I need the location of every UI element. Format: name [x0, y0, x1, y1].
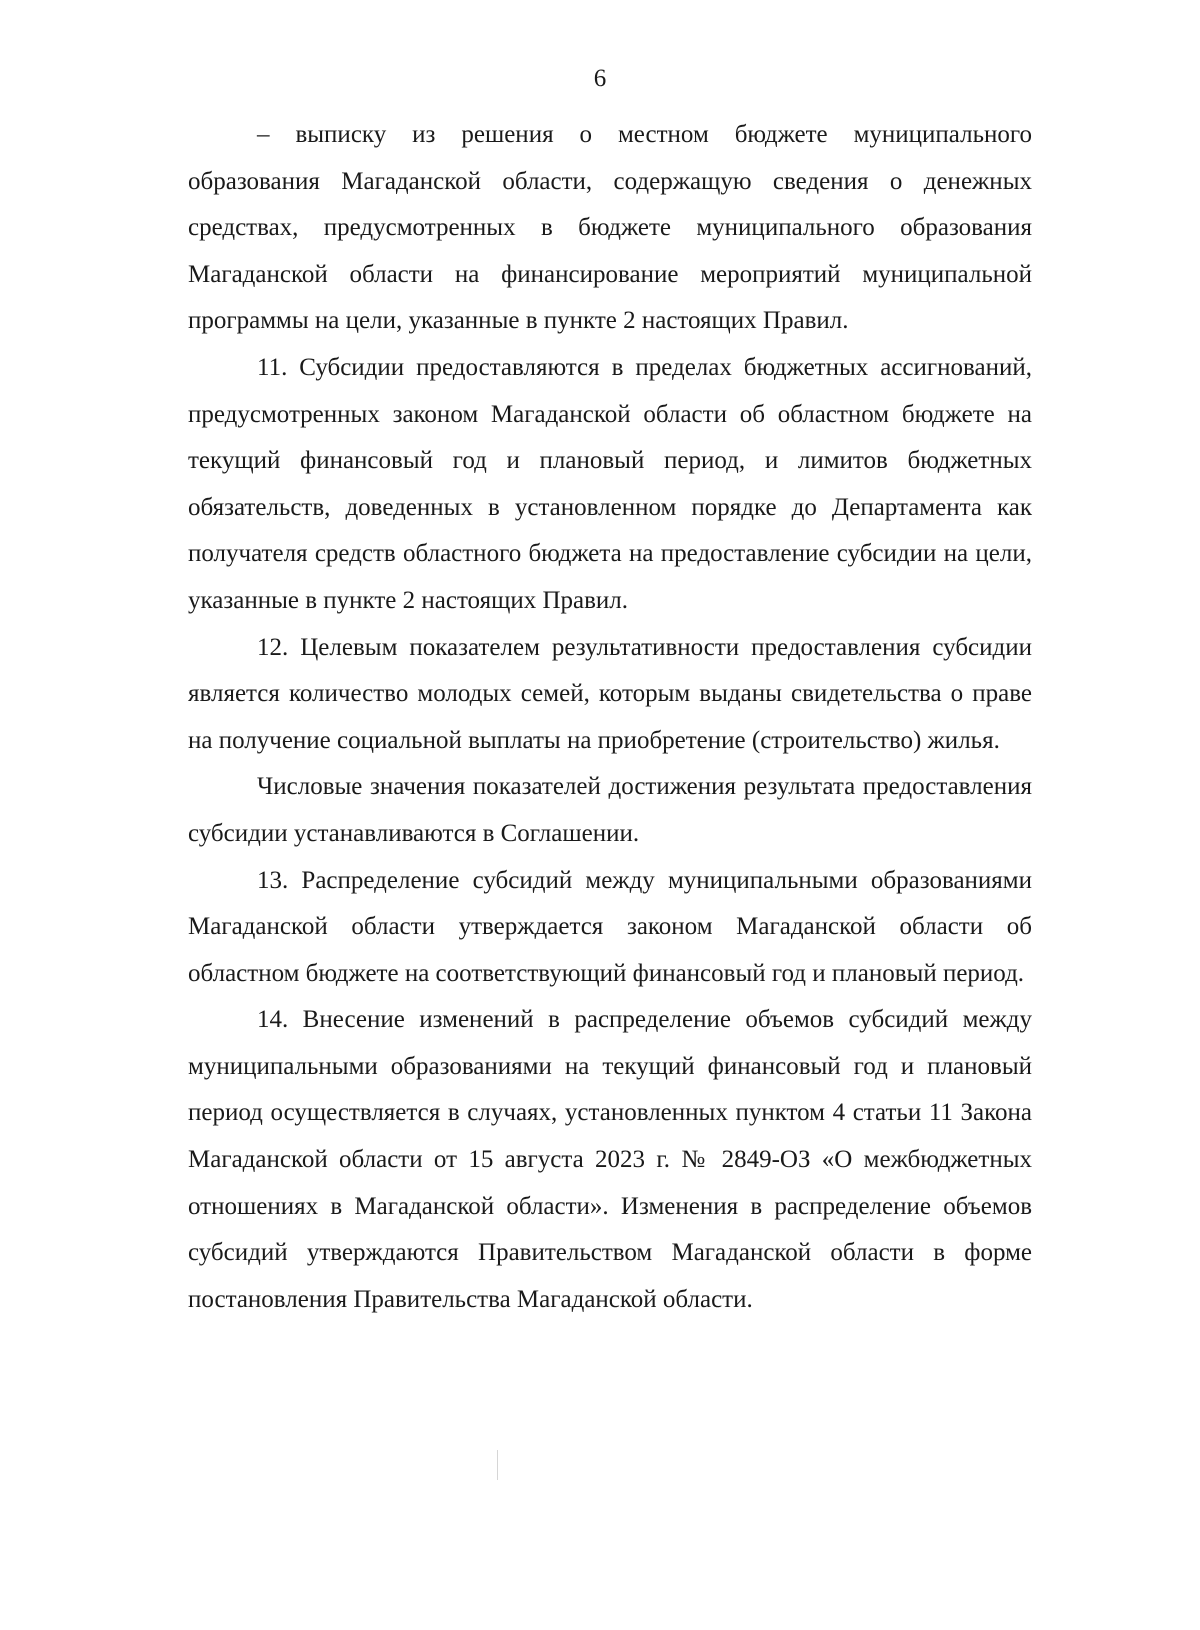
paragraph-14: 14. Внесение изменений в распределение объемов субсидий между муниципальными образованиями на текущий финансовый год и плановый период осуществляется в случаях, установленных пунктом 4 статьи 11 Закона Магаданской области от 15 августа 2023 г. № 2849-ОЗ «О межбюджетных отношениях в Магаданской области». Изменения в распределение объемов субсидий утверждаются Правительством Магаданской области в форме постановления Правительства Магаданской области. — [188, 1006, 1032, 1313]
document-body — [188, 112, 1032, 1323]
paragraph-target-values: Числовые значения показателей достижения результата предоставления субсидии устанавливаются в Соглашении. — [188, 773, 1032, 847]
paragraph-11: 11. Субсидии предоставляются в пределах бюджетных ассигнований, предусмотренных законом Магаданской области об областном бюджете на текущий финансовый год и плановый период, и лимитов бюджетных обязательств, доведенных в установленном порядке до Департамента как получателя средств областного бюджета на предоставление субсидии на цели, указанные в пункте 2 настоящих Правил. — [188, 353, 1032, 614]
paragraph-budget-extract: – выписку из решения о местном бюджете муниципального образования Магаданской области, содержащую сведения о денежных средствах, предусмотренных в бюджете муниципального образования Магаданской области на финансирование мероприятий муниципальной программы на цели, указанные в пункте 2 настоящих Правил. — [188, 121, 1032, 335]
paragraph-12: 12. Целевым показателем результативности предоставления субсидии является количество молодых семей, которым выданы свидетельства о праве на получение социальной выплаты на приобретение (строительство) жилья. — [188, 633, 1032, 754]
scan-artifact-line — [497, 1450, 498, 1480]
paragraph-13: 13. Распределение субсидий между муниципальными образованиями Магаданской области утверждается законом Магаданской области об областном бюджете на соответствующий финансовый год и плановый период. — [188, 866, 1032, 987]
page-number: 6 — [593, 65, 607, 92]
